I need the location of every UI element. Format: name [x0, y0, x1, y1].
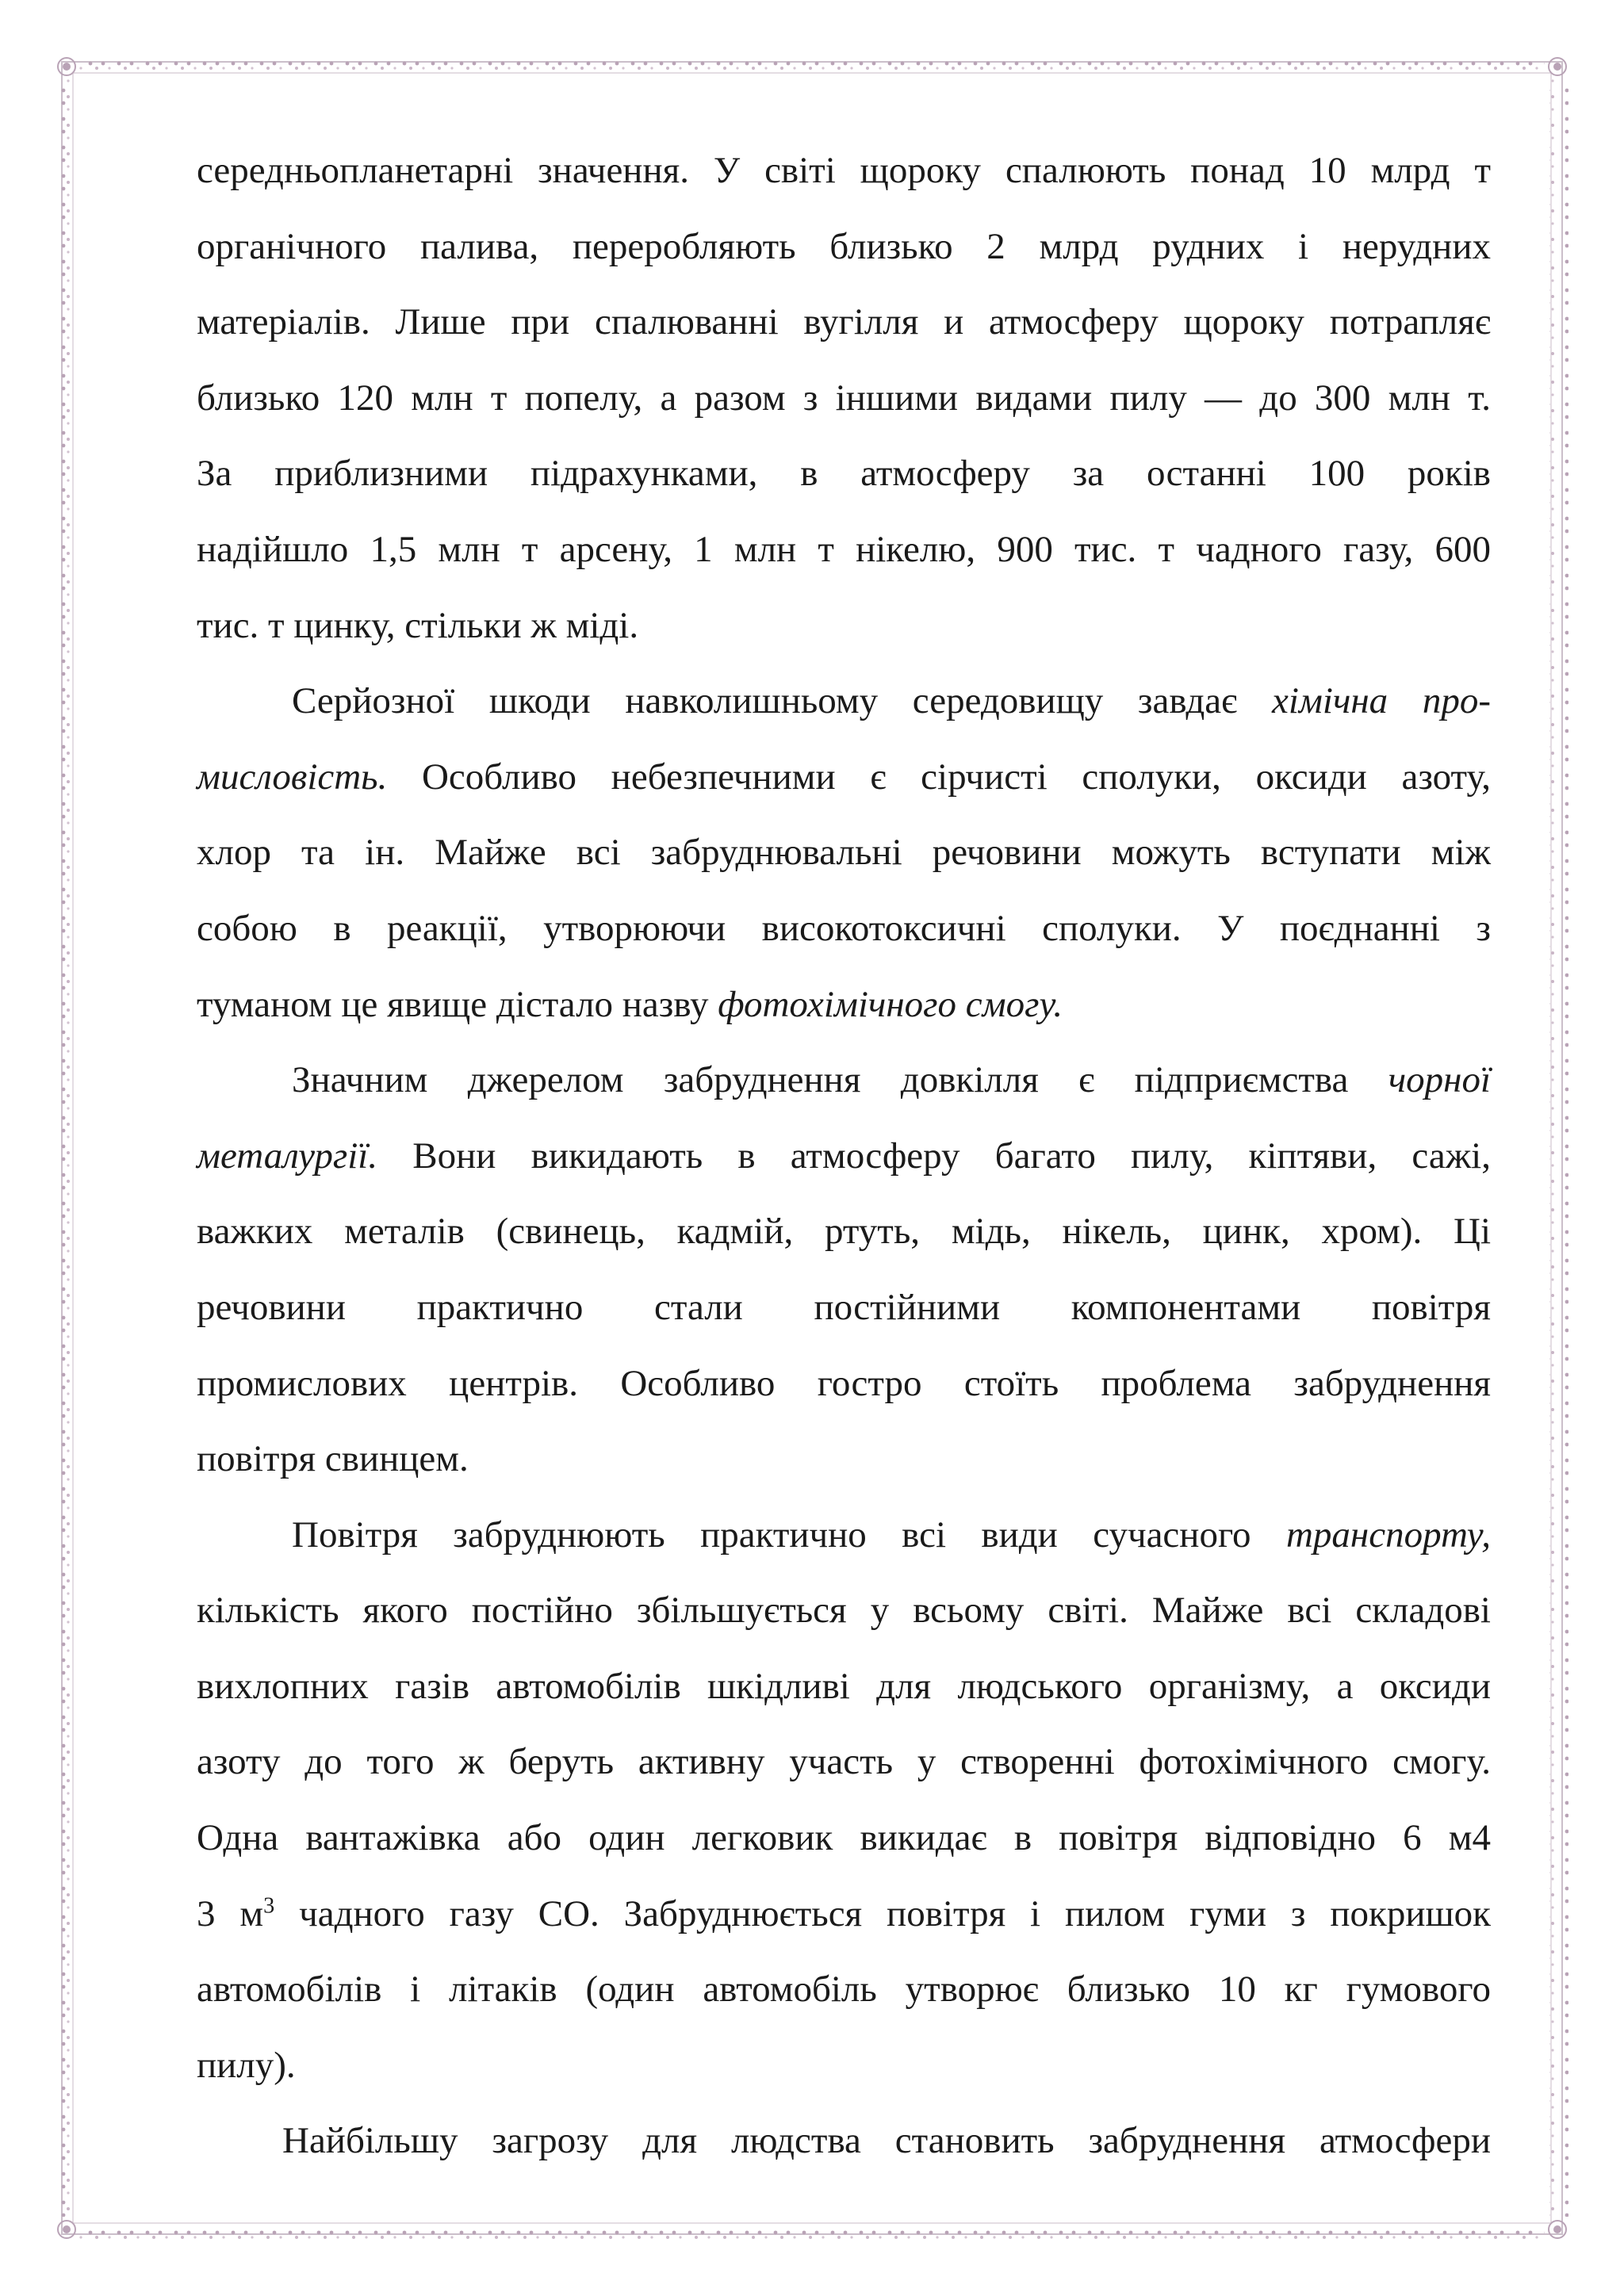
text-run: Особливо небезпечними є сірчисті сполуки, оксиди азоту,: [387, 756, 1491, 798]
text-line: надійшло 1,5 млн т арсену, 1 млн т нікелю, 900 тис. т чадного газу, 600: [197, 528, 1491, 570]
paragraph-4: [197, 1498, 1491, 2104]
text-line: [197, 664, 1491, 740]
emphasis-text: мисловість.: [197, 756, 388, 798]
text-line: [197, 1498, 1491, 1574]
text-line: повітря свинцем.: [197, 1438, 469, 1480]
text-line: Найбільшу загрозу для людства становить забруднення атмосфери: [282, 2120, 1491, 2162]
text-line: близько 120 млн т попелу, а разом з іншими видами пилу — до 300 млн т.: [197, 377, 1491, 419]
text-run: Значним джерелом забруднення довкілля є підприємства: [292, 1059, 1388, 1101]
text-line: тис. т цинку, стільки ж міді.: [197, 604, 639, 646]
text-line: [197, 967, 1491, 1043]
text-line: автомобілів і літаків (один автомобіль утворює близько 10 кг гумового: [197, 1969, 1491, 2011]
paragraph-1: [197, 133, 1491, 664]
text-line: Одна вантажівка або один легковик викидає в повітря відповідно 6 м4: [197, 1817, 1491, 1859]
text-line: середньопланетарні значення. У світі щороку спалюють понад 10 млрд т: [197, 150, 1491, 191]
text-run: туманом це явище дістало назву: [197, 983, 718, 1025]
text-run: чадного газу СО. Забруднюється повітря і пилом гуми з покришок: [274, 1892, 1491, 1934]
paragraph-2: [197, 664, 1491, 1043]
emphasis-text: металургії.: [197, 1135, 378, 1177]
emphasis-text: фотохімічного смогу.: [718, 983, 1063, 1025]
text-line: хлор та ін. Майже всі забруднювальні речовини можуть вступати між: [197, 832, 1491, 874]
text-run: Вони викидають в атмосферу багато пилу, кіптяви, сажі,: [377, 1135, 1491, 1177]
emphasis-text: транспорту,: [1285, 1513, 1491, 1556]
text-line: органічного палива, переробляють близько 2 млрд рудних і нерудних: [197, 225, 1491, 267]
text-line: [197, 1043, 1491, 1119]
text-line: важких металів (свинець, кадмій, ртуть, мідь, нікель, цинк, хром). Ці: [197, 1211, 1491, 1253]
text-run: 3 м: [197, 1892, 264, 1934]
text-line: азоту до того ж беруть активну участь у створенні фотохімічного смогу.: [197, 1741, 1491, 1783]
text-line: [197, 1119, 1491, 1195]
superscript: 3: [263, 1893, 275, 1918]
emphasis-text: чорної: [1388, 1059, 1491, 1101]
text-line: [197, 740, 1491, 816]
text-line: пилу).: [197, 2044, 296, 2086]
text-line: [197, 1877, 1491, 1953]
text-line: вихлопних газів автомобілів шкідливі для людського організму, а оксиди: [197, 1665, 1491, 1707]
document-body: [197, 133, 1491, 2179]
text-run: Серйозної шкоди навколишньому середовищу завдає: [292, 680, 1272, 722]
text-line: кількість якого постійно збільшується у всьому світі. Майже всі складові: [197, 1590, 1491, 1632]
paragraph-3: [197, 1043, 1491, 1498]
text-line: собою в реакції, утворюючи високотоксичні сполуки. У поєднанні з: [197, 907, 1491, 949]
text-line: промислових центрів. Особливо гостро стоїть проблема забруднення: [197, 1362, 1491, 1404]
text-run: Повітря забруднюють практично всі види сучасного: [292, 1513, 1286, 1556]
emphasis-text: хімічна про-: [1271, 680, 1491, 722]
text-line: За приблизними підрахунками, в атмосферу за останні 100 років: [197, 453, 1491, 495]
text-line: речовини практично стали постійними компонентами повітря: [197, 1286, 1491, 1328]
paragraph-5: [197, 2103, 1491, 2179]
text-line: матеріалів. Лише при спалюванні вугілля и атмосферу щороку потрапляє: [197, 301, 1491, 343]
